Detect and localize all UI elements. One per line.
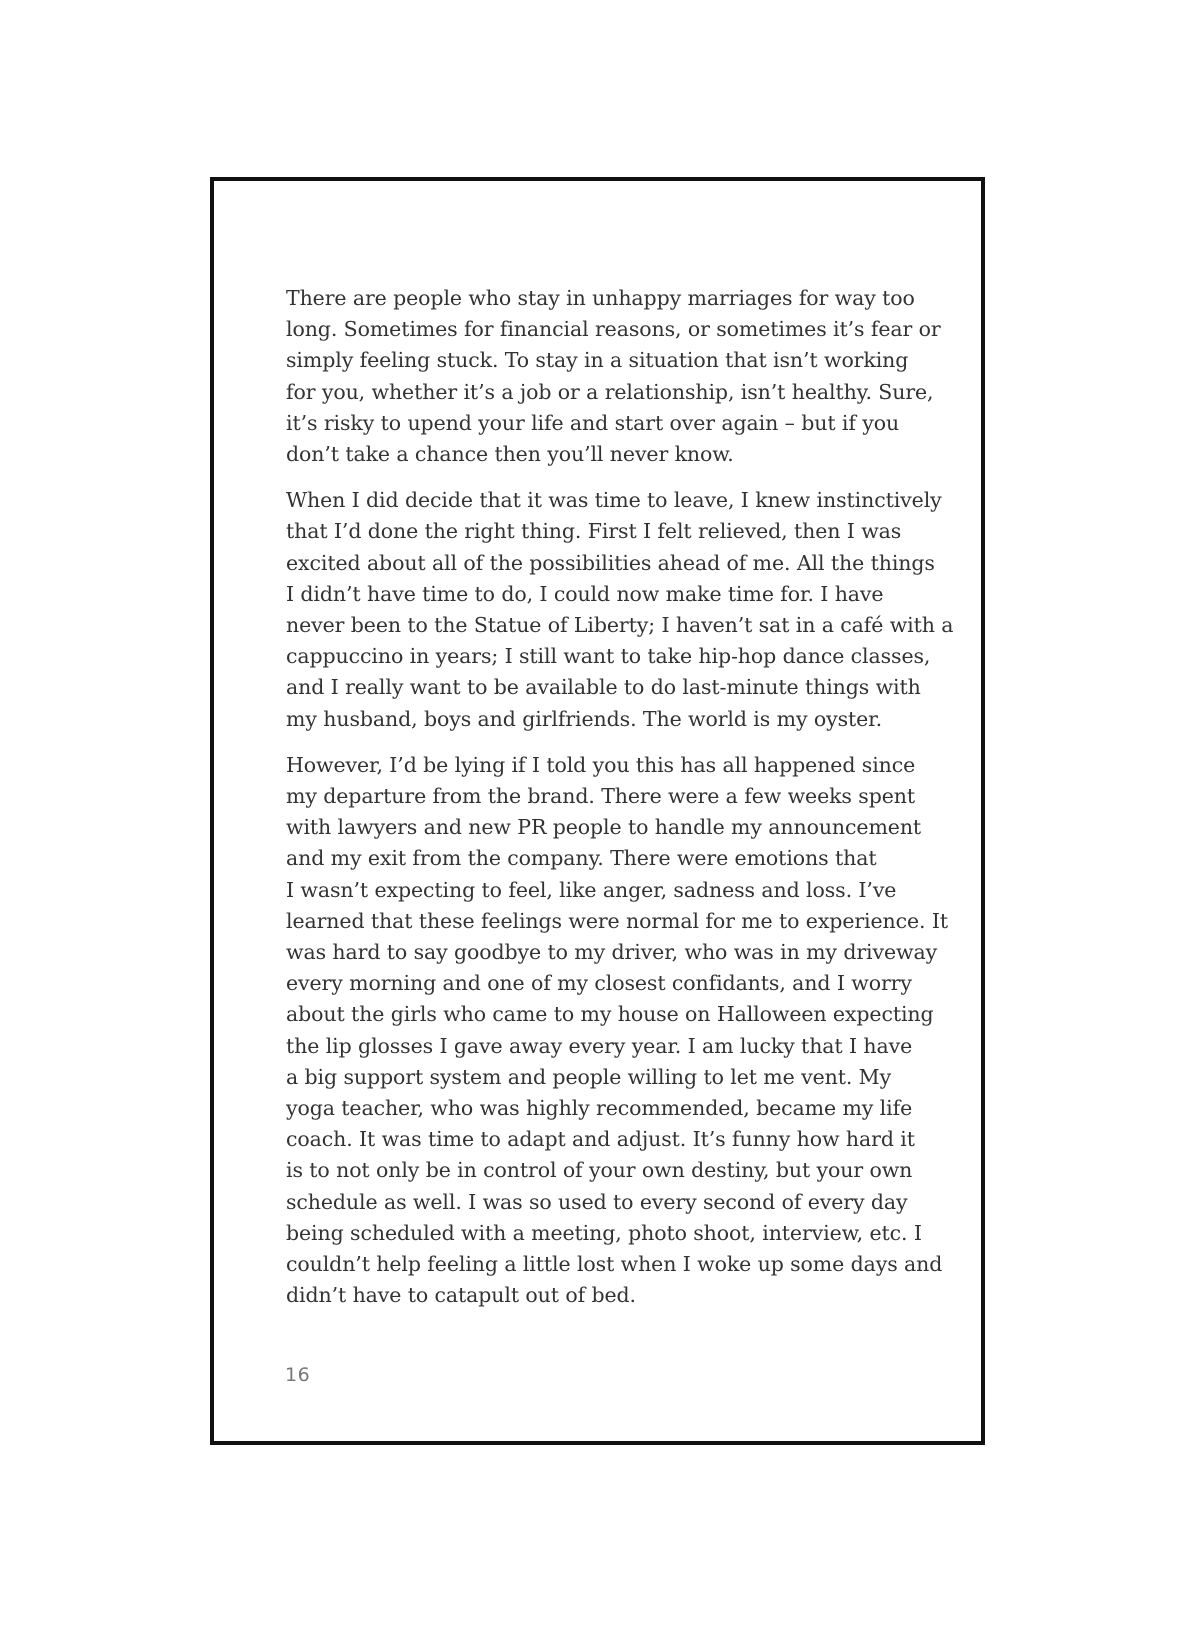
text-line: don’t take a chance then you’ll never know.	[286, 442, 734, 467]
text-line: schedule as well. I was so used to every second of every day	[286, 1189, 908, 1214]
text-line: yoga teacher, who was highly recommended, became my life	[286, 1096, 913, 1121]
text-line: coach. It was time to adapt and adjust. It’s funny how hard it	[286, 1127, 915, 1152]
text-line: for you, whether it’s a job or a relationship, isn’t healthy. Sure,	[286, 379, 934, 404]
text-line: cappuccino in years; I still want to take hip-hop dance classes,	[286, 644, 931, 669]
text-line: the lip glosses I gave away every year. I am lucky that I have	[286, 1033, 913, 1058]
page-frame	[210, 177, 985, 1445]
text-line: being scheduled with a meeting, photo shoot, interview, etc. I	[286, 1220, 922, 1245]
page-number: 16	[285, 1364, 311, 1386]
text-line: every morning and one of my closest confidants, and I worry	[286, 971, 912, 996]
text-line: excited about all of the possibilities ahead of me. All the things	[286, 550, 935, 575]
text-line: my departure from the brand. There were a few weeks spent	[286, 784, 915, 809]
text-line: I wasn’t expecting to feel, like anger, sadness and loss. I’ve	[286, 877, 897, 902]
paragraph-3	[286, 750, 949, 1312]
text-line: about the girls who came to my house on Halloween expecting	[286, 1002, 934, 1027]
text-line: never been to the Statue of Liberty; I haven’t sat in a café with a	[286, 613, 954, 638]
text-line: it’s risky to upend your life and start over again – but if you	[286, 410, 900, 435]
text-line: and my exit from the company. There were emotions that	[286, 846, 877, 871]
text-line: a big support system and people willing to let me vent. My	[286, 1064, 892, 1089]
text-line: is to not only be in control of your own destiny, but your own	[286, 1158, 913, 1183]
text-line: I didn’t have time to do, I could now make time for. I have	[286, 581, 884, 606]
text-line: simply feeling stuck. To stay in a situation that isn’t working	[286, 348, 909, 373]
text-line: However, I’d be lying if I told you this has all happened since	[286, 752, 916, 777]
body-text	[286, 283, 954, 1327]
text-line: There are people who stay in unhappy marriages for way too	[286, 286, 915, 310]
text-line: couldn’t help feeling a little lost when I woke up some days and	[286, 1252, 943, 1277]
text-line: with lawyers and new PR people to handle my announcement	[286, 815, 922, 840]
text-line: When I did decide that it was time to leave, I knew instinctively	[286, 488, 942, 513]
paragraph-1	[286, 283, 941, 470]
text-line: my husband, boys and girlfriends. The world is my oyster.	[286, 706, 883, 731]
text-line: was hard to say goodbye to my driver, who was in my driveway	[286, 940, 938, 965]
text-line: and I really want to be available to do last-minute things with	[286, 675, 921, 700]
text-line: learned that these feelings were normal for me to experience. It	[286, 908, 949, 933]
text-line: didn’t have to catapult out of bed.	[286, 1283, 636, 1308]
paragraph-2	[286, 485, 954, 735]
text-line: that I’d done the right thing. First I felt relieved, then I was	[286, 519, 902, 544]
text-line: long. Sometimes for financial reasons, or sometimes it’s fear or	[286, 317, 941, 342]
